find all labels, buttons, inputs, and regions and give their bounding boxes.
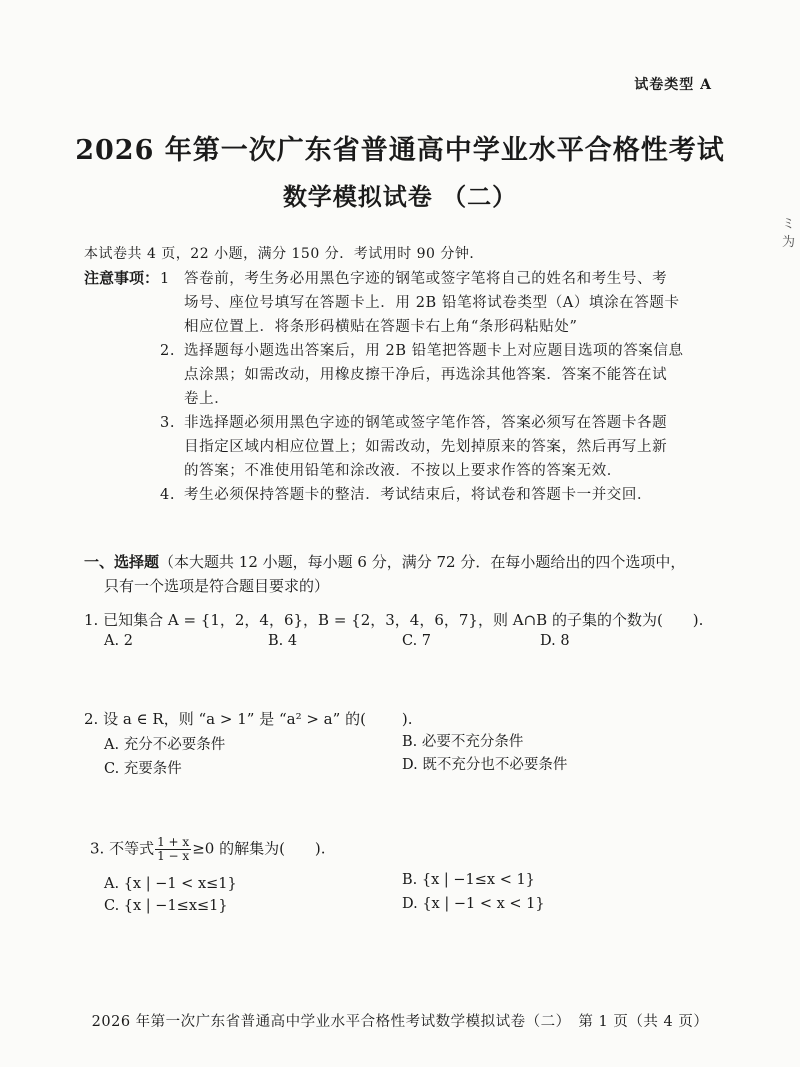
q3-option-b: B. {x | −1≤x < 1}: [402, 872, 535, 888]
q3-option-d: D. {x | −1 < x < 1}: [402, 896, 545, 912]
question-3-stem: 3. 不等式 $\frac{1 + x}{1 - x}$ ≥0 的解集为( ).: [90, 835, 326, 863]
note-line: 目指定区域内相应位置上；如需改动，先划掉原来的答案，然后再写上新: [184, 439, 668, 455]
note-line: 场号、座位号填写在答题卡上．用 2B 铅笔将试卷类型（A）填涂在答题卡: [184, 295, 680, 311]
q1-option-c: C. 7: [402, 633, 432, 649]
paper-type-label: 试卷类型 A: [634, 77, 712, 93]
section-heading: 一、选择题（本大题共 12 小题，每小题 6 分，满分 72 分．在每小题给出的四个选项中，: [84, 553, 686, 571]
question-1-stem: 1. 已知集合 A = {1，2，4，6}，B = {2，3，4，6，7}，则 A∩B 的子集的个数为( ).: [84, 611, 704, 629]
q3-option-c: C. {x | −1≤x≤1}: [104, 898, 228, 914]
q1-option-a: A. 2: [104, 633, 133, 649]
note-line: 4. 考生必须保持答题卡的整洁．考试结束后，将试卷和答题卡一并交回．: [160, 487, 653, 503]
q3-option-a: A. {x | −1 < x≤1}: [104, 876, 237, 892]
note-line: 点涂黑；如需改动，用橡皮擦干净后，再选涂其他答案．答案不能答在试: [184, 367, 668, 383]
note-line: 1 答卷前，考生务必用黑色字迹的钢笔或签字笔将自己的姓名和考生号、考: [160, 271, 668, 287]
q2-option-a: A. 充分不必要条件: [104, 737, 226, 753]
note-line: 相应位置上．将条形码横贴在答题卡右上角“条形码粘贴处”: [184, 319, 578, 335]
q1-option-d: D. 8: [540, 633, 570, 649]
note-line: 2. 选择题每小题选出答案后，用 2B 铅笔把答题卡上对应题目选项的答案信息: [160, 343, 684, 359]
note-line: 的答案；不准使用铅笔和涂改液．不按以上要求作答的答案无效．: [184, 463, 622, 479]
edge-mark: ミ 为: [782, 217, 796, 250]
notes-heading: 注意事项：: [84, 269, 160, 287]
page-footer: 2026 年第一次广东省普通高中学业水平合格性考试数学模拟试卷（二） 第 1 页（共 4 页）: [91, 1014, 709, 1030]
q1-option-b: B. 4: [268, 633, 298, 649]
note-line: 卷上．: [184, 391, 230, 407]
q2-option-b: B. 必要不充分条件: [402, 734, 524, 750]
question-2-stem: 2. 设 a ∈ R，则 “a > 1” 是 “a² > a” 的( ).: [84, 710, 413, 728]
exam-subtitle: 数学模拟试卷 （二）: [282, 182, 518, 211]
exam-info: 本试卷共 4 页，22 小题，满分 150 分．考试用时 90 分钟．: [84, 246, 484, 262]
note-line: 3. 非选择题必须用黑色字迹的钢笔或签字笔作答，答案必须写在答题卡各题: [160, 415, 668, 431]
q2-option-d: D. 既不充分也不必要条件: [402, 757, 568, 773]
exam-title: 2026 年第一次广东省普通高中学业水平合格性考试: [75, 135, 725, 166]
q2-option-c: C. 充要条件: [104, 761, 182, 777]
inequality-fraction: $\frac{1 + x}{1 - x}$: [157, 835, 190, 863]
section-description: 只有一个选项是符合题目要求的）: [104, 577, 330, 595]
